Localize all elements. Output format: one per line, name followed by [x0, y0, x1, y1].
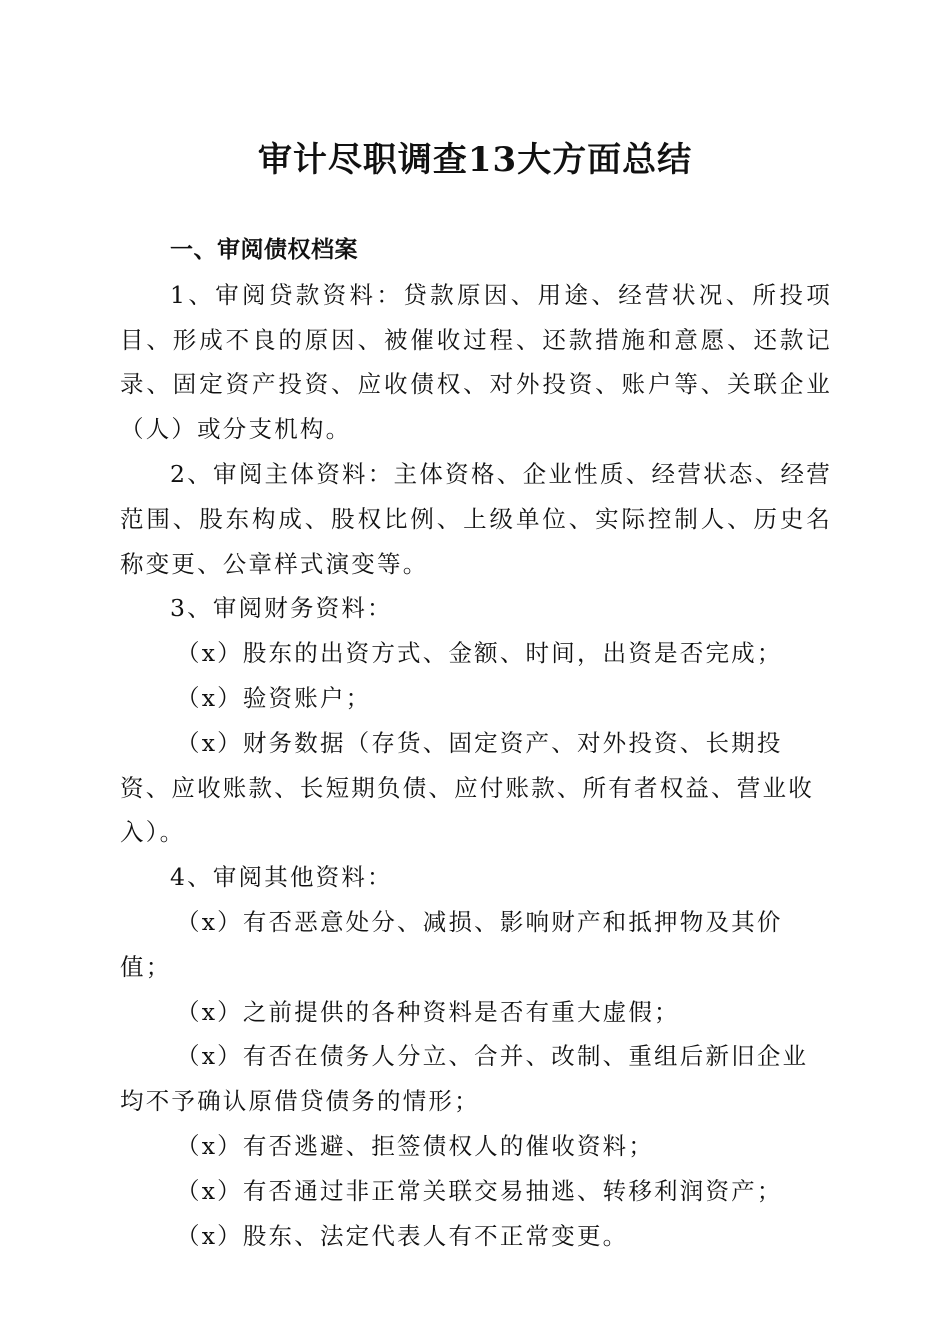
- paragraph-other-materials: 4、审阅其他资料：: [170, 863, 393, 892]
- list-item: （x）股东的出资方式、金额、时间，出资是否完成；: [176, 639, 783, 668]
- list-item: （x）验资账户；: [176, 683, 372, 712]
- list-item: （x）有否逃避、拒签债权人的催收资料；: [176, 1131, 655, 1160]
- list-item: （x）有否通过非正常关联交易抽逃、转移利润资产；: [176, 1176, 783, 1205]
- paragraph-entity-materials: 2、审阅主体资料：主体资格、企业性质、经营状态、经营范围、股东构成、股权比例、上级单位、实际控制人、历史名称变更、公章样式演变等。: [120, 459, 832, 578]
- paragraph-financial-materials: 3、审阅财务资料：: [170, 594, 393, 623]
- list-item: （x）财务数据（存货、固定资产、对外投资、长期投资、应收账款、长短期负债、应付账款、所有者权益、营业收入）。: [120, 728, 814, 847]
- list-item: （x）有否恶意处分、减损、影响财产和抵押物及其价值；: [120, 907, 783, 981]
- paragraph-loan-materials: 1、审阅贷款资料：贷款原因、用途、经营状况、所投项目、形成不良的原因、被催收过程、还款措施和意愿、还款记录、固定资产投资、应收债权、对外投资、账户等、关联企业（人）或分支机构。: [120, 280, 832, 444]
- section-heading: 一、审阅债权档案: [170, 237, 358, 263]
- page-title: 审计尽职调查13大方面总结: [257, 140, 693, 180]
- list-item: （x）有否在债务人分立、合并、改制、重组后新旧企业均不予确认原借贷债务的情形；: [120, 1042, 809, 1116]
- list-item: （x）之前提供的各种资料是否有重大虚假；: [176, 997, 680, 1026]
- document-body: [120, 228, 832, 1258]
- list-item: （x）股东、法定代表人有不正常变更。: [176, 1221, 629, 1250]
